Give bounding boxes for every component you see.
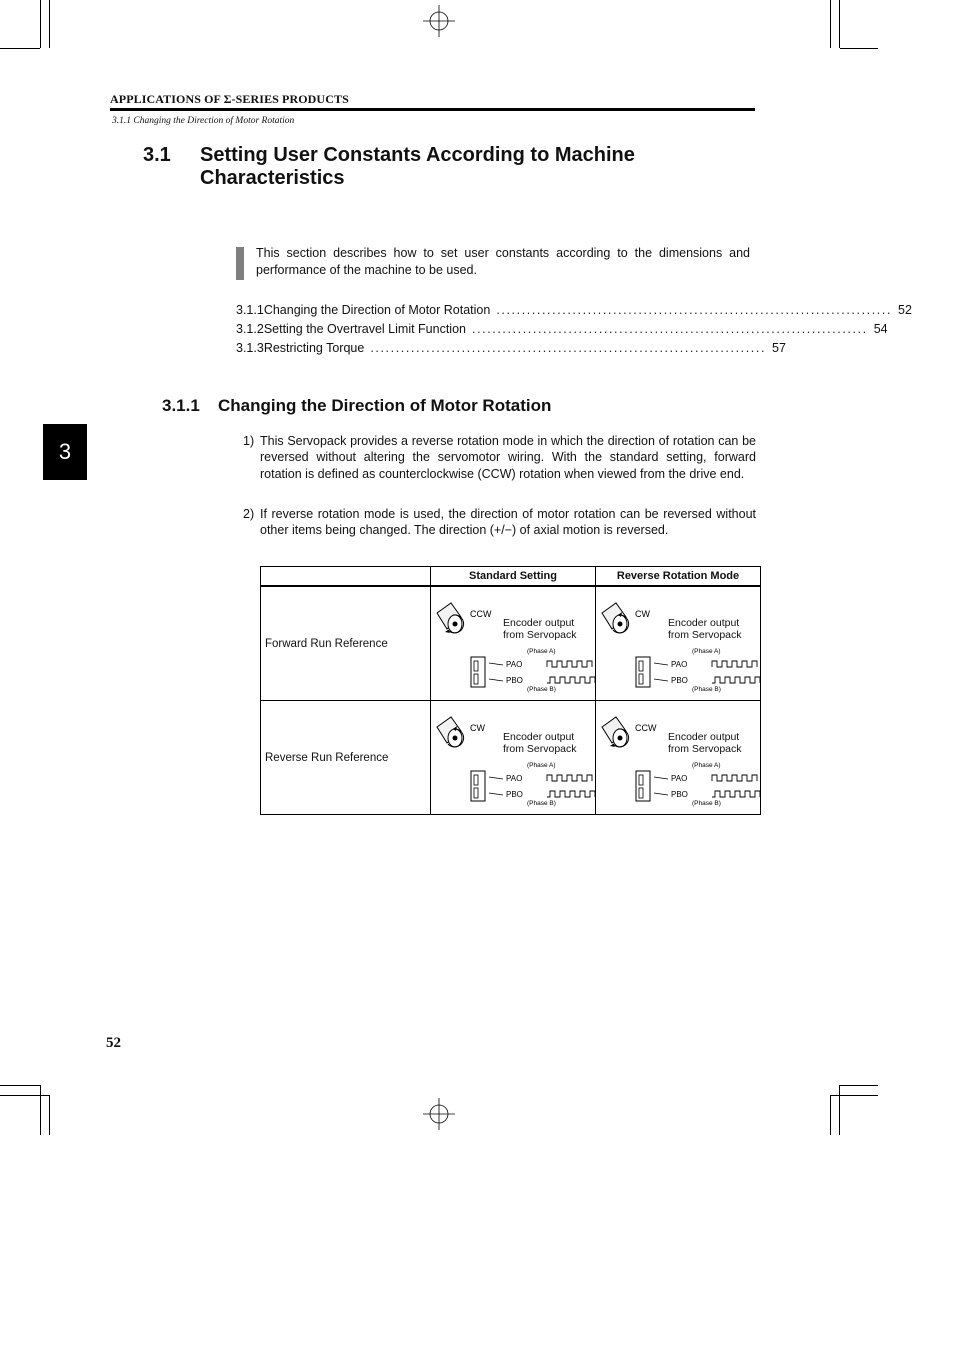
subsection-title: Changing the Direction of Motor Rotation xyxy=(218,396,552,415)
pulse-waveform xyxy=(712,661,757,667)
signal-label: PAO xyxy=(671,660,688,669)
phase-label: (Phase B) xyxy=(692,686,721,693)
phase-label: (Phase B) xyxy=(527,800,556,807)
diagram-cell xyxy=(431,701,596,815)
pulse-waveform xyxy=(712,677,760,683)
signal-label: PBO xyxy=(506,676,523,685)
subsection-number: 3.1.1 xyxy=(162,396,200,415)
toc-entry[interactable] xyxy=(236,341,786,360)
pulse-waveform xyxy=(547,661,592,667)
encoder-output-label: Encoder output from Servopack xyxy=(668,731,742,755)
connector-icon xyxy=(471,657,485,687)
rotation-direction-label: CCW xyxy=(635,723,657,733)
toc-leader-dots: .............................................................................. xyxy=(496,303,893,317)
signal-label: PBO xyxy=(506,790,523,799)
toc-entry[interactable] xyxy=(236,303,912,322)
row-label: Forward Run Reference xyxy=(261,586,431,701)
running-head: APPLICATIONS OF Σ-SERIES PRODUCTS xyxy=(110,92,349,106)
signal-label: PAO xyxy=(506,660,523,669)
phase-label: (Phase A) xyxy=(527,762,556,769)
header-rule xyxy=(110,108,755,111)
servomotor-icon xyxy=(602,717,629,747)
table-header-blank xyxy=(261,567,431,587)
signal-label: PBO xyxy=(671,790,688,799)
phase-label: (Phase A) xyxy=(692,762,721,769)
toc-entry-title: Setting the Overtravel Limit Function xyxy=(263,322,466,336)
encoder-output-label: Encoder output from Servopack xyxy=(503,617,577,641)
motor-diagram xyxy=(431,587,595,700)
phase-label: (Phase A) xyxy=(692,648,721,655)
motor-diagram xyxy=(596,587,760,700)
chapter-tab: 3 xyxy=(43,424,87,480)
table-header-standard: Standard Setting xyxy=(431,567,596,587)
toc-entry-number: 3.1.3 xyxy=(236,341,264,355)
motor-diagram xyxy=(596,701,760,814)
pulse-waveform xyxy=(712,791,760,797)
signal-label: PBO xyxy=(671,676,688,685)
signal-label: PAO xyxy=(671,774,688,783)
pulse-waveform xyxy=(712,775,757,781)
paragraph-number: 2) xyxy=(243,507,255,521)
diagram-cell xyxy=(596,586,761,701)
toc-entry-page: 57 xyxy=(772,341,786,355)
servomotor-icon xyxy=(437,717,464,747)
encoder-output-label: Encoder output from Servopack xyxy=(503,731,577,755)
section-number: 3.1 xyxy=(143,144,171,166)
paragraph-text: If reverse rotation mode is used, the direction of motor rotation can be reversed without other items being changed. The direction (+/−) of axial motion is reversed. xyxy=(260,507,756,538)
connector-icon xyxy=(636,771,650,801)
section-title: Setting User Constants According to Machine Characteristics xyxy=(200,144,635,189)
toc-entry-number: 3.1.2 xyxy=(236,322,264,336)
row-label: Reverse Run Reference xyxy=(261,701,431,815)
connector-icon xyxy=(471,771,485,801)
table-header-reverse: Reverse Rotation Mode xyxy=(596,567,761,587)
signal-label: PAO xyxy=(506,774,523,783)
toc-entry-number: 3.1.1 xyxy=(236,303,264,317)
pulse-waveform xyxy=(547,677,595,683)
toc-entry-title: Restricting Torque xyxy=(263,341,365,355)
paragraph-text: This Servopack provides a reverse rotation mode in which the direction of rotation can be reversed without altering the servomotor wiring. With the standard setting, forward rotation is defined as counterclockwise (CCW) rotation when viewed from the drive end. xyxy=(260,434,756,481)
rotation-mode-table xyxy=(260,566,761,815)
phase-label: (Phase B) xyxy=(527,686,556,693)
page-number: 52 xyxy=(106,1035,121,1051)
pulse-waveform xyxy=(547,791,595,797)
toc-leader-dots: .............................................................................. xyxy=(472,322,868,336)
toc-entry-title: Changing the Direction of Motor Rotation xyxy=(263,303,491,317)
toc-entry-page: 54 xyxy=(873,322,888,336)
breadcrumb: 3.1.1 Changing the Direction of Motor Rotation xyxy=(112,116,295,126)
table-of-contents xyxy=(236,303,912,360)
diagram-cell xyxy=(596,701,761,815)
paragraph-number: 1) xyxy=(243,434,255,448)
toc-entry[interactable] xyxy=(236,322,888,341)
servomotor-icon xyxy=(602,603,629,633)
encoder-output-label: Encoder output from Servopack xyxy=(668,617,742,641)
motor-diagram xyxy=(431,701,595,814)
connector-icon xyxy=(636,657,650,687)
diagram-cell xyxy=(431,586,596,701)
intro-marker-bar xyxy=(236,247,244,280)
phase-label: (Phase A) xyxy=(527,648,556,655)
toc-entry-page: 52 xyxy=(898,303,912,317)
intro-text: This section describes how to set user constants according to the dimensions and performance of the machine to be used. xyxy=(256,246,750,277)
rotation-direction-label: CCW xyxy=(470,609,492,619)
registration-mark-icon xyxy=(423,1098,455,1130)
toc-leader-dots: .............................................................................. xyxy=(370,341,767,355)
rotation-direction-label: CW xyxy=(635,609,650,619)
pulse-waveform xyxy=(547,775,592,781)
rotation-direction-label: CW xyxy=(470,723,485,733)
phase-label: (Phase B) xyxy=(692,800,721,807)
servomotor-icon xyxy=(437,603,464,633)
registration-mark-icon xyxy=(423,5,455,37)
